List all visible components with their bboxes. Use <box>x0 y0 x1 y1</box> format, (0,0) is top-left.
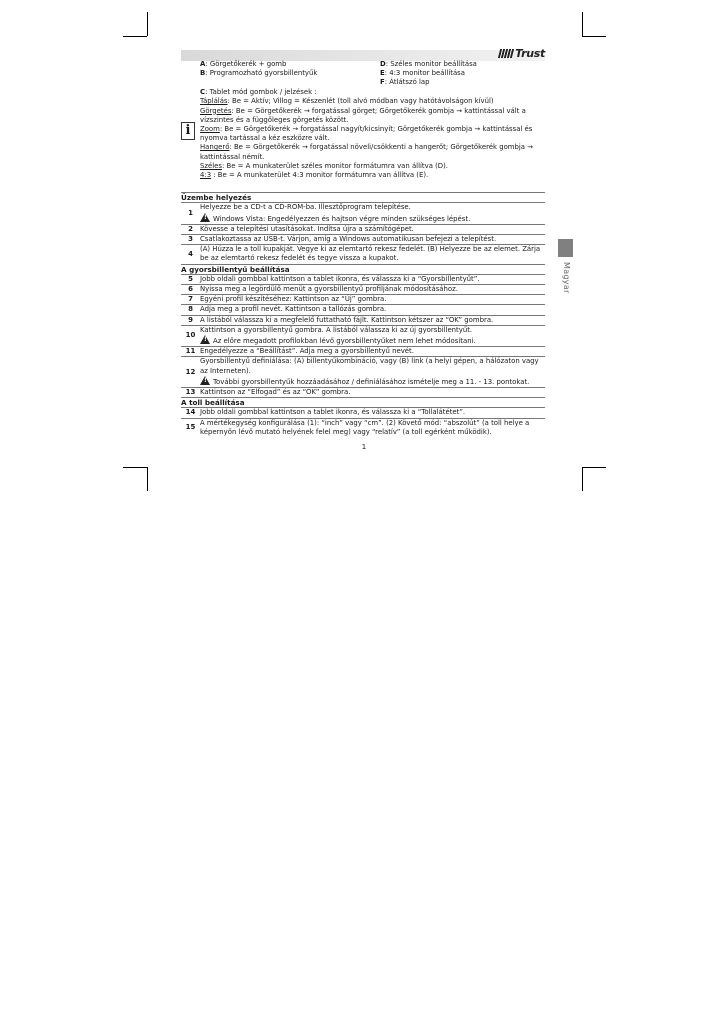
warning-text: További gyorsbillentyűk hozzáadásához / definiálásához ismételje meg a 11. - 13. pontokat. <box>213 377 530 386</box>
item-e: E: 4:3 monitor beállítása <box>380 68 465 77</box>
crop-mark <box>582 467 606 468</box>
step-line: Kattintson a gyorsbillentyű gombra. A listából válassza ki az új gyorsbillentyűt. <box>200 325 473 334</box>
step-row <box>181 357 545 388</box>
section-title: Üzembe helyezés <box>181 193 545 203</box>
mode-scroll: Görgetés: Be = Görgetőkerék → forgatással görget; Görgetőkerék gombja → kattintással vált a vízszintes és a függőleges görgetés között. <box>200 106 526 124</box>
warning-text: Az előre megadott profilokban lévő gyorsbillentyűket nem lehet módosítani. <box>213 336 476 345</box>
language-label: Magyar <box>562 262 571 294</box>
step-text <box>200 245 545 264</box>
step-row <box>181 284 545 294</box>
item-d: D: Széles monitor beállítása <box>380 59 477 68</box>
step-line: Csatlakoztassa az USB-t. Várjon, amíg a Windows automatikusan befejezi a telepítést. <box>200 234 497 243</box>
step-number: 3 <box>181 234 200 244</box>
crop-mark <box>147 467 148 491</box>
step-row <box>181 347 545 357</box>
mode-volume: Hangerő: Be = Görgetőkerék → forgatással növeli/csökkenti a hangerőt; Görgetőkerék gombja → kattintással némít. <box>200 143 533 161</box>
step-number: 4 <box>181 245 200 264</box>
step-line: (A) Húzza le a toll kupakját. Vegye ki az elemtartó rekesz fedelét. (B) Helyezze be az elemet. Zárja be az elemtartó rekesz fedelét és tegye vissza a kupakot. <box>200 245 541 263</box>
step-row <box>181 408 545 418</box>
product-info <box>181 60 545 181</box>
step-number: 12 <box>181 357 200 388</box>
step-number: 14 <box>181 408 200 418</box>
trust-logo <box>499 49 545 58</box>
step-text <box>200 347 545 357</box>
warning-note <box>200 335 545 346</box>
step-line: Nyissa meg a legördülő menüt a gyorsbillentyű profiljának módosításához. <box>200 284 458 293</box>
mode-43: 4:3 : Be = A munkaterület 4:3 monitor formátumra van állítva (E). <box>200 170 429 179</box>
step-line: Jobb oldali gombbal kattintson a tablet ikonra, és válassza ki a “Gyorsbillentyűt”. <box>200 274 480 283</box>
info-icon: i <box>181 122 195 140</box>
step-row <box>181 245 545 264</box>
step-line: Helyezze be a CD-t a CD-ROM-ba. Illesztőprogram telepítése. <box>200 203 411 212</box>
step-row <box>181 295 545 305</box>
steps-table <box>181 192 545 437</box>
warning-icon <box>200 213 210 222</box>
section-header <box>181 398 545 408</box>
section-header <box>181 264 545 274</box>
step-text <box>200 274 545 284</box>
section-title: A toll beállítása <box>181 398 545 408</box>
step-row <box>181 388 545 398</box>
step-row <box>181 418 545 437</box>
step-text <box>200 388 545 398</box>
crop-mark <box>582 467 583 491</box>
step-row <box>181 203 545 224</box>
section-title: A gyorsbillentyű beállítása <box>181 264 545 274</box>
warning-text: Windows Vista: Engedélyezzen és hajtson végre minden szükséges lépést. <box>213 214 471 223</box>
step-number: 6 <box>181 284 200 294</box>
step-number: 7 <box>181 295 200 305</box>
step-line: Engedélyezze a “Beállítást”. Adja meg a gyorsbillentyű nevét. <box>200 347 414 356</box>
trust-logo-icon <box>498 49 514 58</box>
item-a: A: Görgetőkerék + gomb <box>200 59 287 68</box>
step-line: Adja meg a profil nevét. Kattintson a tallózás gombra. <box>200 305 387 314</box>
page-number: 1 <box>361 443 367 451</box>
step-row <box>181 325 545 346</box>
step-line: Jobb oldali gombbal kattintson a tablet ikonra, és válassza ki a “Tollalátétet”. <box>200 408 466 417</box>
step-number: 2 <box>181 224 200 234</box>
step-text <box>200 203 545 224</box>
mode-zoom: Zoom: Be = Görgetőkerék → forgatással nagyít/kicsinyít; Görgetőkerék gombja → kattintással és nyomva tartással a kéz eszközre vált. <box>200 124 533 143</box>
step-number: 1 <box>181 203 200 224</box>
step-text <box>200 224 545 234</box>
item-f: F: Átlátszó lap <box>380 77 430 86</box>
step-text <box>200 305 545 315</box>
step-text <box>200 315 545 325</box>
warning-note <box>200 376 545 387</box>
crop-mark <box>123 467 147 468</box>
step-text <box>200 234 545 244</box>
step-row <box>181 315 545 325</box>
mode-wide: Széles: Be = A munkaterület széles monitor formátumra van állítva (D). <box>200 161 448 170</box>
step-text <box>200 418 545 437</box>
item-c: C: Tablet mód gombok / jelzések : <box>200 88 317 97</box>
step-number: 8 <box>181 305 200 315</box>
step-number: 10 <box>181 325 200 346</box>
step-number: 11 <box>181 347 200 357</box>
crop-mark <box>582 12 583 36</box>
step-row <box>181 224 545 234</box>
step-number: 15 <box>181 418 200 437</box>
step-line: A listából válassza ki a megfelelő futtatható fájlt. Kattintson kétszer az “OK” gombra. <box>200 315 494 324</box>
step-line: Kattintson az “Elfogad” és az “OK” gombra. <box>200 388 351 396</box>
crop-mark <box>582 36 606 37</box>
warning-note <box>200 213 545 224</box>
language-tab <box>558 239 573 257</box>
manual-page <box>181 47 545 437</box>
step-number: 5 <box>181 274 200 284</box>
info-row <box>200 60 545 88</box>
step-text <box>200 408 545 418</box>
mode-power: Táplálás: Be = Aktív; Villog = Készenlét (toll alvó módban vagy hatótávolságon kívül) <box>200 97 494 106</box>
step-line: Egyéni profil készítéséhez: Kattintson az “Új” gombra. <box>200 295 387 304</box>
step-text <box>200 325 545 346</box>
step-text <box>200 357 545 388</box>
crop-mark <box>123 36 147 37</box>
step-number: 13 <box>181 388 200 398</box>
crop-mark <box>147 12 148 36</box>
step-line: Gyorsbillentyű definiálása: (A) billentyűkombináció, vagy (B) link (a helyi gépen, a hálózaton vagy az Interneten). <box>200 357 539 375</box>
section-header <box>181 193 545 203</box>
step-line: A mértékegység konfigurálása (1): “inch” vagy “cm”. (2) Követő mód: “abszolút” (a toll helye a képernyőn lévő mutató helyének felel meg) vagy “relatív” (a toll egérként működik). <box>200 418 530 436</box>
step-line: Kövesse a telepítési utasításokat. Indítsa újra a számítógépet. <box>200 224 414 233</box>
step-number: 9 <box>181 315 200 325</box>
step-text <box>200 284 545 294</box>
item-b: B: Programozható gyorsbillentyűk <box>200 68 318 77</box>
step-text <box>200 295 545 305</box>
step-row <box>181 234 545 244</box>
step-row <box>181 274 545 284</box>
step-row <box>181 305 545 315</box>
logo-text: Trust <box>515 47 545 60</box>
warning-icon <box>200 376 210 385</box>
warning-icon <box>200 335 210 344</box>
